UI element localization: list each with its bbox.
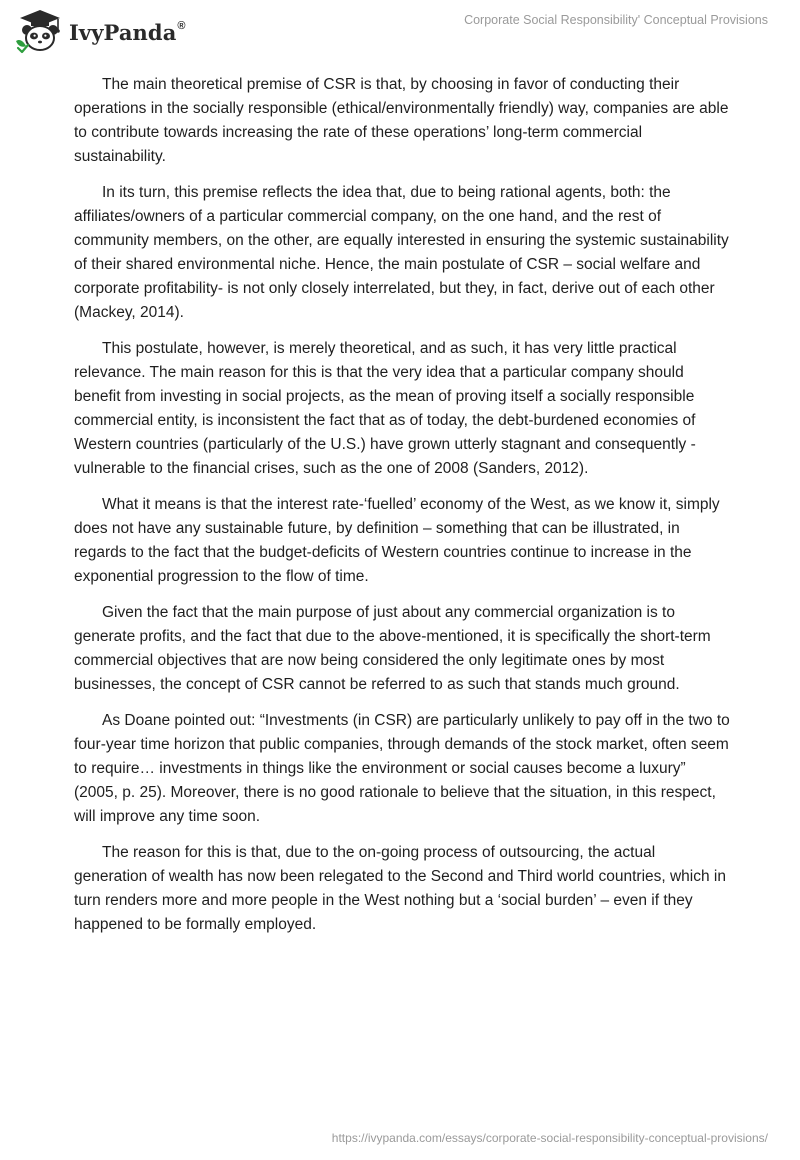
brand-logo[interactable]: [14, 8, 186, 54]
paragraph-4: What it means is that the interest rate-‘fuelled’ economy of the West, as we know it, simply does not have any sustainable future, by definition – something that can be illustrated, in regards to the fact that the budget-deficits of Western countries continue to increase in the exponential progression to the flow of time.: [74, 496, 720, 585]
paragraph-1: The main theoretical premise of CSR is that, by choosing in favor of conducting their operations in the socially responsible (ethical/environmentally friendly) way, companies are able to contribute towards increasing the rate of these operations’ long-term commercial sustainability.: [74, 76, 729, 165]
paragraph-3: This postulate, however, is merely theoretical, and as such, it has very little practical relevance. The main reason for this is that the very idea that a particular company should benefit from investing in social projects, as the mean of proving itself a socially responsible commercial entity, is inconsistent the fact that as of today, the debt-burdened economies of Western countries (particularly of the U.S.) have grown utterly stagnant and consequently - vulnerable to the financial crises, such as the one of 2008 (Sanders, 2012).: [74, 340, 696, 477]
paragraph-5: Given the fact that the main purpose of just about any commercial organization is to generate profits, and the fact that due to the above-mentioned, it is specifically the short-term commercial objectives that are now being considered the only legitimate ones by most businesses, the concept of CSR cannot be referred to as such that stands much ground.: [74, 604, 711, 693]
paragraph-6: As Doane pointed out: “Investments (in CSR) are particularly unlikely to pay off in the two to four-year time horizon that public companies, through demands of the stock market, often seem to require… investments in things like the environment or social causes become a luxury” (2005, p. 25). Moreover, there is no good rationale to believe that the situation, in this respect, will improve any time soon.: [74, 712, 730, 825]
document-title: Corporate Social Responsibility' Conceptual Provisions: [464, 13, 768, 27]
panda-graduate-icon: [14, 8, 66, 54]
brand-name: IvyPanda®: [69, 19, 186, 45]
page-header: [0, 0, 800, 60]
paragraph-7: The reason for this is that, due to the on-going process of outsourcing, the actual generation of wealth has now been relegated to the Second and Third world countries, which in turn renders more and more people in the West nothing but a ‘social burden’ – even if they happened to be formally employed.: [74, 844, 726, 933]
paragraph-2: In its turn, this premise reflects the idea that, due to being rational agents, both: the affiliates/owners of a particular commercial company, on the one hand, and the rest of community members, on the other, are equally interested in ensuring the systemic sustainability of their shared environmental niche. Hence, the main postulate of CSR – social welfare and corporate profitability- is not only closely interrelated, but they, in fact, derive out of each other (Mackey, 2014).: [74, 184, 729, 321]
source-url[interactable]: https://ivypanda.com/essays/corporate-social-responsibility-conceptual-provisions/: [331, 1131, 768, 1145]
essay-body: [74, 73, 730, 949]
registered-mark: ®: [177, 19, 186, 32]
